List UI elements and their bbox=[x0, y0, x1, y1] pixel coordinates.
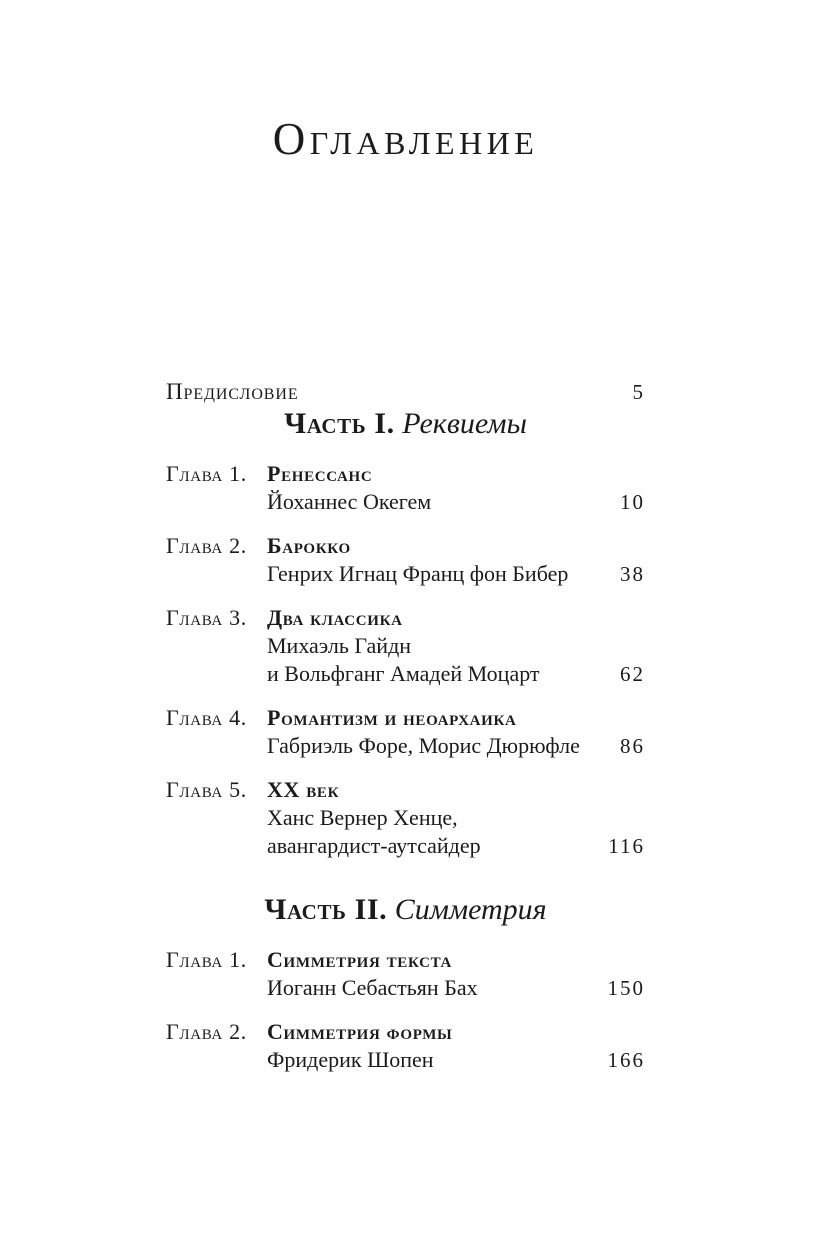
chapter-subtitle-row bbox=[267, 832, 645, 860]
chapter-title: Два классика bbox=[267, 605, 403, 630]
chapter-subtitle: Иоганн Себастьян Бах bbox=[267, 975, 478, 1000]
chapter-subtitle: Фридерик Шопен bbox=[267, 1047, 434, 1072]
chapter-label: Глава 5. bbox=[166, 777, 247, 802]
chapter-body bbox=[267, 604, 645, 688]
chapter-title: Симметрия формы bbox=[267, 1019, 453, 1044]
toc-entry-preface bbox=[166, 378, 645, 406]
chapter-body bbox=[267, 704, 645, 760]
chapter-subtitle: и Вольфганг Амадей Моцарт bbox=[267, 661, 540, 686]
chapter-page-number: 38 bbox=[620, 562, 645, 586]
toc-entry bbox=[166, 532, 645, 588]
chapter-body bbox=[267, 1018, 645, 1074]
chapter-subtitle-row bbox=[267, 660, 645, 688]
chapter-page-number: 150 bbox=[607, 976, 645, 1000]
chapter-subtitle-row bbox=[267, 732, 645, 760]
part-label: Часть II. bbox=[264, 893, 388, 926]
chapter-page-number: 116 bbox=[608, 834, 645, 858]
chapter-title: XX век bbox=[267, 777, 340, 802]
chapter-title: Симметрия текста bbox=[267, 947, 453, 972]
preface-page-number: 5 bbox=[632, 380, 645, 404]
chapter-body bbox=[267, 776, 645, 860]
chapter-page-number: 10 bbox=[620, 490, 645, 514]
part-label: Часть I. bbox=[284, 407, 395, 440]
chapter-body bbox=[267, 532, 645, 588]
toc-entry bbox=[166, 704, 645, 760]
chapter-subtitle: Михаэль Гайдн bbox=[267, 633, 412, 658]
chapter-body bbox=[267, 460, 645, 516]
chapter-subtitle-row bbox=[267, 974, 645, 1002]
toc-entry bbox=[166, 460, 645, 516]
chapter-subtitle: Ханс Вернер Хенце, bbox=[267, 805, 458, 830]
chapter-label: Глава 4. bbox=[166, 705, 247, 730]
chapter-title: Барокко bbox=[267, 533, 351, 558]
chapter-label: Глава 3. bbox=[166, 605, 247, 630]
chapter-subtitle-row bbox=[267, 488, 645, 516]
part-title: Симметрия bbox=[394, 893, 547, 926]
part-heading-1 bbox=[166, 406, 645, 442]
chapter-subtitle: Генрих Игнац Франц фон Бибер bbox=[267, 561, 569, 586]
chapter-body bbox=[267, 946, 645, 1002]
page-title: Оглавление bbox=[272, 114, 539, 164]
chapter-page-number: 86 bbox=[620, 734, 645, 758]
toc-entry bbox=[166, 1018, 645, 1074]
part-title: Реквиемы bbox=[402, 407, 527, 440]
toc-entry bbox=[166, 776, 645, 860]
chapter-label: Глава 1. bbox=[166, 947, 247, 972]
chapter-title: Ренессанс bbox=[267, 461, 373, 486]
chapter-label: Глава 2. bbox=[166, 533, 247, 558]
chapter-subtitle-row bbox=[267, 560, 645, 588]
chapter-label: Глава 2. bbox=[166, 1019, 247, 1044]
chapter-page-number: 166 bbox=[607, 1048, 645, 1072]
toc-entry bbox=[166, 604, 645, 688]
toc-entry bbox=[166, 946, 645, 1002]
chapter-label: Глава 1. bbox=[166, 461, 247, 486]
preface-label: Предисловие bbox=[166, 379, 299, 404]
chapter-subtitle: Габриэль Форе, Морис Дюрюфле bbox=[267, 733, 580, 758]
chapter-subtitle-row bbox=[267, 1046, 645, 1074]
part-heading-2 bbox=[166, 892, 645, 928]
chapter-subtitle: Йоханнес Окегем bbox=[267, 489, 432, 514]
chapter-subtitle: авангардист-аутсайдер bbox=[267, 833, 481, 858]
chapter-page-number: 62 bbox=[620, 662, 645, 686]
chapter-title: Романтизм и неоархаика bbox=[267, 705, 517, 730]
